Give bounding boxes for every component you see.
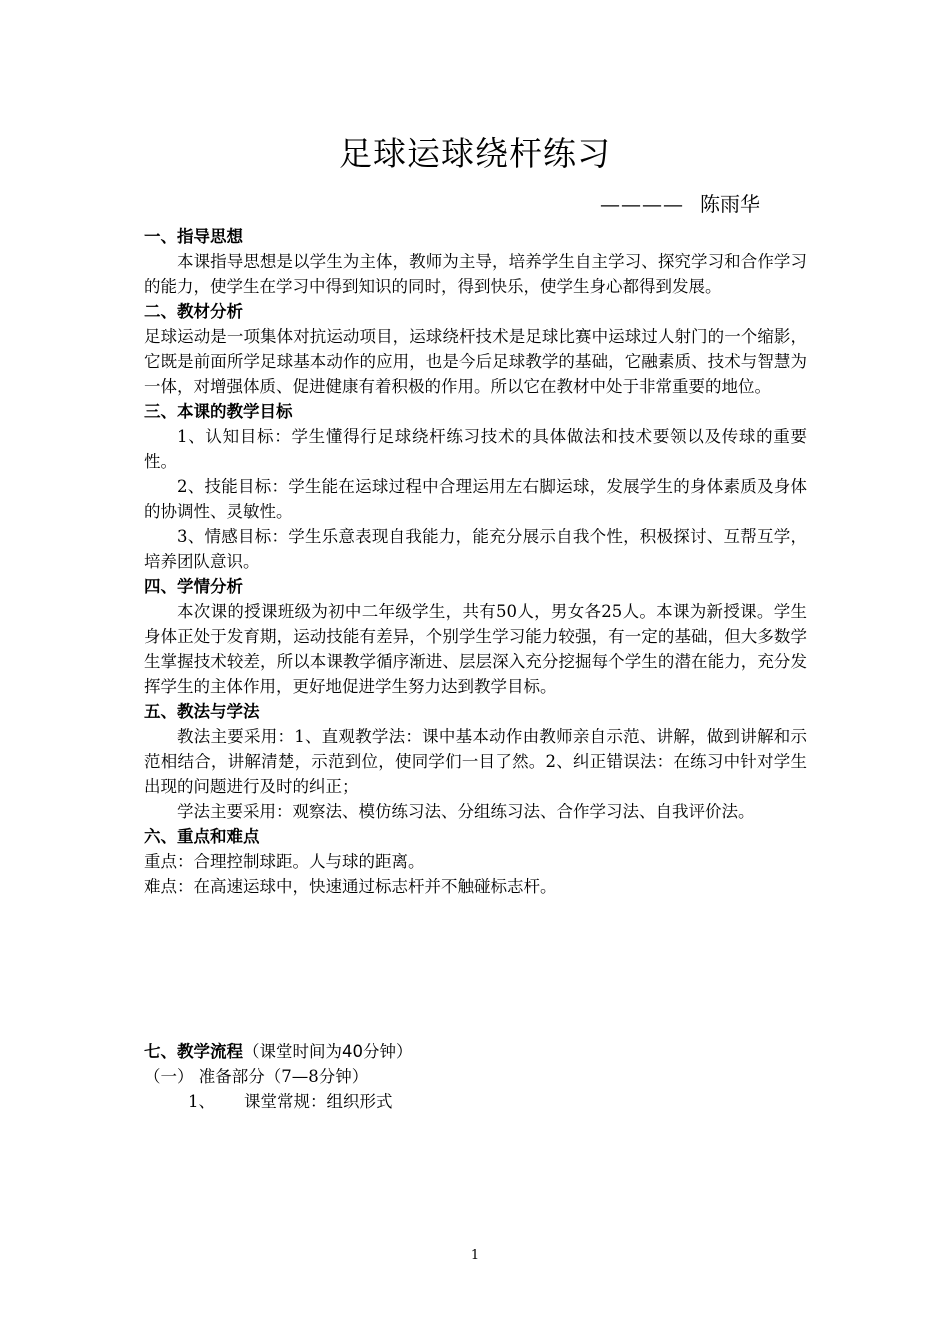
paragraph: 本课指导思想是以学生为主体，教师为主导，培养学生自主学习、探究学习和合作学习的能力，使学生在学习中得到知识的同时，得到快乐，使学生身心都得到发展。 (144, 252, 807, 296)
author-line (600, 188, 760, 217)
heading-note: （课堂时间为40分钟） (243, 1042, 413, 1061)
paragraph: 学法主要采用：观察法、模仿练习法、分组练习法、合作学习法、自我评价法。 (177, 802, 755, 821)
paragraph: 本次课的授课班级为初中二年级学生，共有50人，男女各25人。本课为新授课。学生身体正处于发育期，运动技能有差异，个别学生学习能力较强，有一定的基础，但大多数学生掌握技术较差，所以本课教学循序渐进、层层深入充分挖掘每个学生的潜在能力，充分发挥学生的主体作用，更好地促进学生努力达到教学目标。 (144, 602, 807, 696)
section-heading (144, 1039, 807, 1064)
list-item (144, 1089, 807, 1114)
section-student-analysis (144, 574, 807, 699)
paragraph: 难点：在高速运球中，快速通过标志杆并不触碰标志杆。 (144, 877, 557, 896)
section-material-analysis (144, 299, 807, 399)
paragraph: 足球运动是一项集体对抗运动项目，运球绕杆技术是足球比赛中运球过人射门的一个缩影，它既是前面所学足球基本动作的应用，也是今后足球教学的基础，它融素质、技术与智慧为一体，对增强体质、促进健康有着积极的作用。所以它在教材中处于非常重要的地位。 (144, 327, 807, 396)
section-guiding-idea (144, 224, 807, 299)
section-heading: 三、本课的教学目标 (144, 402, 293, 421)
subsection-title: （一） 准备部分（7—8分钟） (144, 1067, 369, 1086)
list-item-text: 课堂常规：组织形式 (244, 1092, 393, 1111)
document-body (144, 224, 807, 1114)
author-dash: ———— (600, 192, 684, 216)
section-heading: 二、教材分析 (144, 302, 243, 321)
section-heading: 五、教法与学法 (144, 702, 260, 721)
section-methods (144, 699, 807, 824)
paragraph: 3、情感目标：学生乐意表现自我能力，能充分展示自我个性，积极探讨、互帮互学，培养团队意识。 (144, 527, 807, 571)
section-teaching-process (144, 1039, 807, 1114)
section-teaching-goals (144, 399, 807, 574)
paragraph: 1、认知目标：学生懂得行足球绕杆练习技术的具体做法和技术要领以及传球的重要性。 (144, 427, 807, 471)
author-name: 陈雨华 (700, 192, 760, 216)
paragraph: 2、技能目标：学生能在运球过程中合理运用左右脚运球，发展学生的身体素质及身体的协调性、灵敏性。 (144, 477, 807, 521)
list-item-number: 1、 (188, 1092, 215, 1111)
page-number: 1 (470, 1248, 480, 1263)
section-key-points (144, 824, 807, 899)
section-heading: 四、学情分析 (144, 577, 243, 596)
section-heading: 一、指导思想 (144, 227, 243, 246)
paragraph: 重点：合理控制球距。人与球的距离。 (144, 852, 425, 871)
section-heading: 六、重点和难点 (144, 827, 260, 846)
paragraph: 教法主要采用：1、直观教学法：课中基本动作由教师亲自示范、讲解，做到讲解和示范相结合，讲解清楚，示范到位，使同学们一目了然。2、纠正错误法：在练习中针对学生出现的问题进行及时的纠正； (144, 727, 807, 796)
document-title: 足球运球绕杆练习 (339, 134, 611, 173)
blank-space (144, 899, 807, 1039)
heading-text: 七、教学流程 (144, 1042, 243, 1061)
